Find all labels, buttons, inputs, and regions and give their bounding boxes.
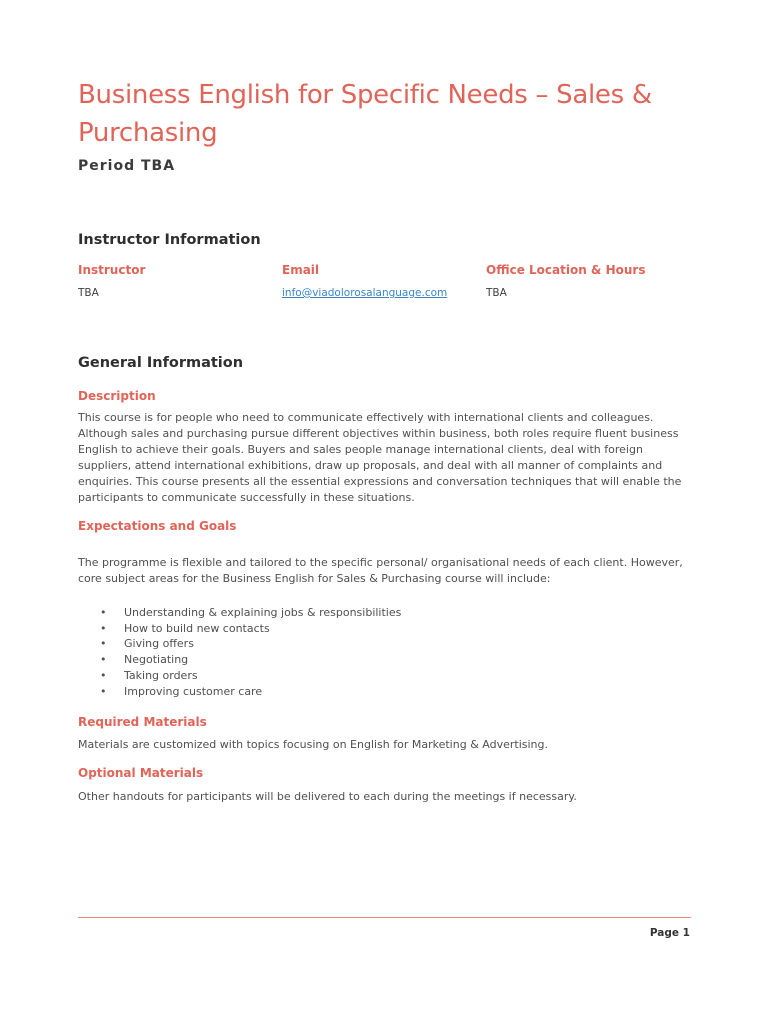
list-item: • Improving customer care: [100, 684, 401, 700]
instructor-value: TBA: [78, 287, 99, 299]
office-column: [486, 263, 676, 299]
email-label: Email: [282, 263, 320, 277]
list-item: • Giving offers: [100, 636, 401, 652]
office-location-value: TBA: [486, 287, 507, 299]
description-heading: Description: [78, 389, 156, 403]
list-item: • Taking orders: [100, 668, 401, 684]
list-item: • How to build new contacts: [100, 621, 401, 637]
description-text: This course is for people who need to communicate effectively with international clients and colleagues. Although sales and purchasing pursue different objectives within business, both roles require fluent business English to achieve their goals. Buyers and sales people manage international clients, deal with foreign suppliers, attend international exhibitions, draw up proposals, and deal with all manner of complaints and enquiries. This course presents all the essential expressions and conversation techniques that will enable the participants to communicate successfully in these situations.: [78, 411, 682, 504]
list-item: • Negotiating: [100, 652, 401, 668]
instructor-information-heading: Instructor Information: [78, 232, 261, 248]
page-number: Page 1: [649, 927, 690, 939]
required-materials-text: Materials are customized with topics focusing on English for Marketing & Advertising.: [78, 738, 548, 751]
required-materials-heading: Required Materials: [78, 715, 207, 729]
general-information-heading: General Information: [78, 355, 244, 371]
expectations-heading: Expectations and Goals: [78, 519, 237, 533]
list-item: • Understanding & explaining jobs & responsibilities: [100, 605, 401, 621]
optional-materials-heading: Optional Materials: [78, 766, 204, 780]
office-location-label: Office Location & Hours: [486, 263, 646, 277]
optional-materials-text: Other handouts for participants will be delivered to each during the meetings if necessary.: [78, 790, 577, 803]
period-subtitle: Period TBA: [78, 158, 176, 174]
email-link[interactable]: info@viadolorosalanguage.com: [282, 287, 448, 299]
document-title: Business English for Specific Needs – Sales & Purchasing: [78, 80, 652, 148]
footer-divider: [78, 917, 691, 918]
email-column: [282, 263, 472, 299]
instructor-column: [78, 263, 268, 299]
expectations-text: The programme is flexible and tailored to the specific personal/ organisational needs of each client. However, core subject areas for the Business English for Sales & Purchasing course will include:: [78, 556, 683, 585]
instructor-label: Instructor: [78, 263, 146, 277]
subject-areas-list: [100, 605, 401, 699]
